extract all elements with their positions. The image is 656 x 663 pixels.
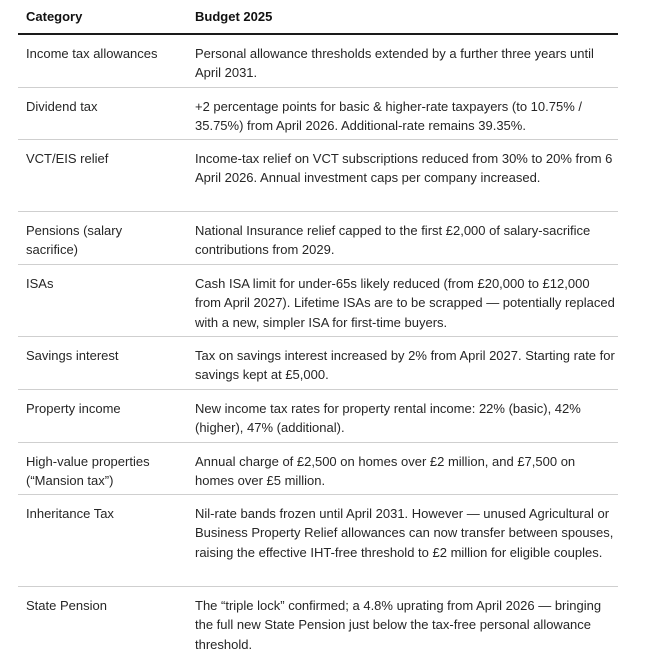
table-row <box>18 212 618 265</box>
table-row <box>18 587 618 661</box>
budget-table <box>18 0 618 661</box>
row-detail: Tax on savings interest increased by 2% from April 2027. Starting rate for savings kept at £5,000. <box>195 348 615 383</box>
row-category: High-value properties (“Mansion tax”) <box>26 454 150 489</box>
row-category: Property income <box>26 401 121 416</box>
row-category: ISAs <box>26 276 54 291</box>
row-category: Income tax allowances <box>26 46 158 61</box>
row-detail: Personal allowance thresholds extended by a further three years until April 2031. <box>195 46 594 81</box>
header-category: Category <box>26 9 83 24</box>
row-category: VCT/EIS relief <box>26 151 109 166</box>
row-detail: Income-tax relief on VCT subscriptions reduced from 30% to 20% from 6 April 2026. Annual investment caps per company increased. <box>195 151 613 186</box>
row-detail: Nil-rate bands frozen until April 2031. However — unused Agricultural or Business Property Relief allowances can now transfer between spouses, raising the effective IHT-free threshold to £2 million for eligible couples. <box>195 506 614 560</box>
row-detail: Cash ISA limit for under-65s likely reduced (from £20,000 to £12,000 from April 2027). Lifetime ISAs are to be scrapped — potentially replaced with a new, simpler ISA for first-time buyers. <box>195 276 615 330</box>
table-row <box>18 88 618 140</box>
row-detail: New income tax rates for property rental income: 22% (basic), 42% (higher), 47% (additional). <box>195 401 581 436</box>
row-category: Inheritance Tax <box>26 506 114 521</box>
row-category: Dividend tax <box>26 99 98 114</box>
row-detail: The “triple lock” confirmed; a 4.8% uprating from April 2026 — bringing the full new State Pension just below the tax-free personal allowance threshold. <box>195 598 602 652</box>
table-row <box>18 140 618 212</box>
table-row <box>18 495 618 587</box>
row-category: Savings interest <box>26 348 119 363</box>
table-row <box>18 390 618 443</box>
row-category: State Pension <box>26 598 107 613</box>
table-row <box>18 443 618 495</box>
table-row <box>18 337 618 390</box>
table-row <box>18 35 618 88</box>
table-row <box>18 265 618 337</box>
row-detail: +2 percentage points for basic & higher-rate taxpayers (to 10.75% / 35.75%) from April 2026. Additional-rate remains 39.35%. <box>195 99 582 134</box>
row-detail: Annual charge of £2,500 on homes over £2 million, and £7,500 on homes over £5 million. <box>195 454 576 489</box>
row-category: Pensions (salary sacrifice) <box>26 223 123 258</box>
header-budget: Budget 2025 <box>195 9 273 24</box>
table-header-row <box>18 0 618 35</box>
row-detail: National Insurance relief capped to the first £2,000 of salary-sacrifice contributions from 2029. <box>195 223 591 258</box>
